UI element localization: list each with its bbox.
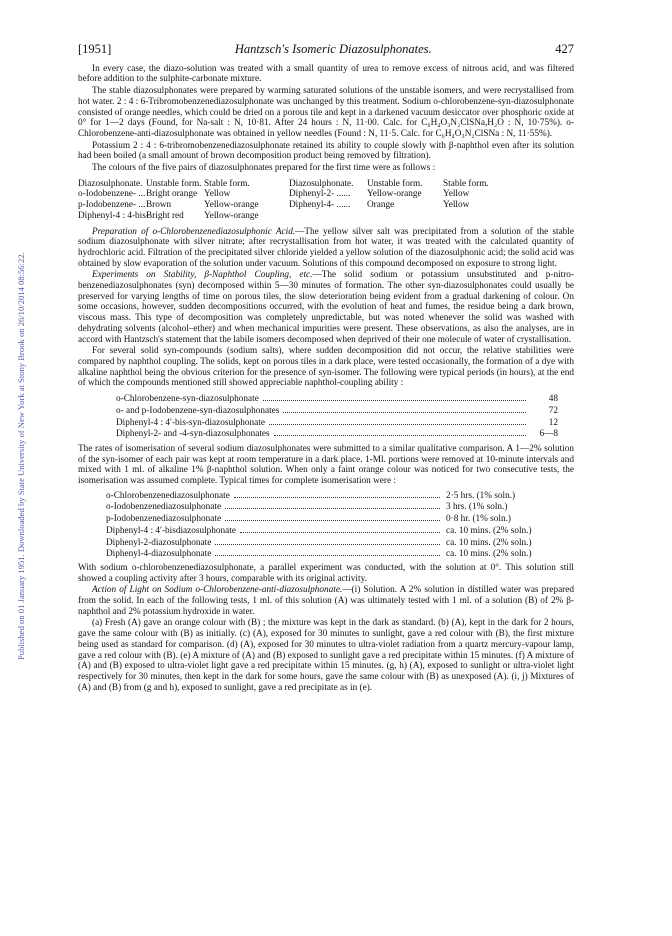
- paragraph: Potassium 2 : 4 : 6-tribromobenzenediazosulphonate retained its ability to couple slowly with β-naphthol even after its solution had been boiled (a small amount of brown decomposition product being removed by filtration).: [78, 140, 574, 162]
- leader-dots: [274, 428, 526, 436]
- table-header-cell: Diazosulphonate.: [289, 178, 354, 189]
- table-header-cell: Diazosulphonate.: [78, 178, 143, 189]
- table-cell: Diphenyl-4- ......: [289, 200, 351, 211]
- list-item: [106, 513, 558, 525]
- paragraph: With sodium o-chlorobenzenediazosulphonate, a parallel experiment was conducted, with the solution at 0°. This solution still showed a coupling activity after 3 hours, comparable with its original activity.: [78, 562, 574, 584]
- table-cell: Diphenyl-2- ......: [289, 189, 351, 200]
- leader-dots: [283, 405, 526, 413]
- value: 0·8 hr. (1% soln.): [446, 514, 511, 525]
- running-title: Hantzsch's Isomeric Diazosulphonates.: [234, 42, 432, 56]
- list-item: [116, 405, 558, 417]
- paragraph: The rates of isomerisation of several sodium diazosulphonates were submitted to a similar qualitative comparison. A 1—2% solution of the syn-isomer of each pair was kept at room temperature in a dark place. 1-Ml. portions were removed at 10-minute intervals and mixed with 1 ml. of alkaline 1% β-naphthol solution. When only a faint orange colour was noticed for two consecutive tests, the isomerisation was assumed complete. Typical times for complete isomerisation were :: [78, 443, 574, 487]
- leader-dots: [240, 525, 440, 533]
- table-cell: Yellow: [443, 189, 470, 200]
- year: [1951]: [78, 42, 112, 56]
- running-header: [78, 44, 574, 55]
- value: 12: [548, 417, 558, 428]
- table-cell: Bright red: [146, 210, 184, 221]
- table-cell: o-Iodobenzene- ...: [78, 189, 146, 200]
- list-item: [116, 393, 558, 405]
- leader-dots: [225, 513, 440, 521]
- table-cell: [289, 211, 367, 222]
- paragraph: Preparation of o-Chlorobenzenediazosulphonic Acid.—The yellow silver salt was precipitated from a solution of the stable sodium diazosulphonate with silver nitrate; after recrystallisation from hot water, it was treated with the calculated quantity of hydrochloric acid. Filtration of the precipitated silver chloride yielded a yellow solution of the diazosulphonic acid; the solid acid was obtained by slow evaporation of the solution under vacuum. Solutions of this compound decomposed on exposure to strong light.: [78, 226, 574, 269]
- table-cell: [367, 211, 443, 222]
- list-item: [106, 525, 558, 537]
- table-cell: Yellow: [204, 189, 231, 200]
- table-header-cell: Stable form.: [443, 178, 489, 189]
- compound-name: o- and p-Iodobenzene-syn-diazosulphonates: [116, 405, 280, 416]
- value: 6—8: [539, 429, 558, 440]
- table-header-cell: Stable form.: [204, 178, 250, 189]
- value: ca. 10 mins. (2% soln.): [446, 537, 532, 548]
- paragraph: The colours of the five pairs of diazosulphonates prepared for the first time were as follows :: [92, 163, 436, 174]
- table-header-cell: Unstable form.: [146, 178, 202, 189]
- section-heading: Action of Light on Sodium o-Chlorobenzene-anti-diazosulphonate.: [92, 585, 343, 596]
- leader-dots: [269, 417, 526, 425]
- download-watermark: Published on 01 January 1951. Downloaded by State University of New York at Stony Brook on 26/10/2014 08:56:22.: [16, 252, 26, 660]
- compound-name: Diphenyl-2-diazosulphonate: [106, 537, 212, 548]
- table-cell: Brown: [146, 200, 172, 211]
- colour-table: [78, 179, 574, 222]
- leader-dots: [234, 490, 440, 498]
- compound-name: o-Chlorobenzenediazosulphonate: [106, 490, 230, 501]
- paragraph: For several solid syn-compounds (sodium salts), where sudden decomposition did not occur, the relative stabilities were compared by naphthol coupling. The solids, kept on porous tiles in a dark place, were tested occasionally, the formation of a dye with alkaline naphthol being the obvious criterion for the presence of syn-isomer. The following were typical periods (in hours), at the end of which the compounds mentioned still showed appreciable naphthol-coupling ability :: [78, 346, 574, 389]
- table-cell: Yellow-orange: [367, 189, 422, 200]
- list-item: [106, 537, 558, 549]
- table-cell: [443, 211, 493, 222]
- paper-page: [78, 44, 574, 693]
- section-heading: Experiments on Stability, β-Naphthol Coupling, etc.: [92, 270, 313, 281]
- page-number: 427: [555, 42, 574, 56]
- leader-dots: [225, 501, 440, 509]
- value: 2·5 hrs. (1% soln.): [446, 490, 516, 501]
- leader-dots: [263, 393, 526, 401]
- list-item: [106, 490, 558, 502]
- value: 48: [548, 394, 558, 405]
- value: 3 hrs. (1% soln.): [446, 502, 508, 513]
- table-cell: p-Iodobenzene- ...: [78, 200, 146, 211]
- paragraph: Experiments on Stability, β-Naphthol Coupling, etc.—The solid sodium or potassium unsubstituted and p-nitro-benzenediazosulphonates (syn) decomposed within 5—30 minutes of formation. The other syn-diazosulphonates could usually be preserved for varying lengths of time on porous tiles, the slow deterioration being evident from a gradual darkening of colour. On some occasions, however, sudden decompositions occurred, with the evolution of heat and fumes, the residue being a dark brown, viscous mass. This type of decomposition was completely unpredictable, but was noted whenever the solid was washed with dehydrating solvents (alcohol–ether) and when mechanical impurities were present. These observations, as also the analyses, are in accord with Hantzsch's statement that the labile isomers decomposed when deprived of their one molecule of water of crystallisation.: [78, 270, 574, 345]
- value: ca. 10 mins. (2% soln.): [446, 525, 532, 536]
- stability-list: [116, 393, 558, 440]
- value: 72: [548, 405, 558, 416]
- compound-name: Diphenyl-4-diazosulphonate: [106, 549, 212, 560]
- compound-name: o-Chlorobenzene-syn-diazosulphonate: [116, 394, 259, 405]
- section-heading: Preparation of o-Chlorobenzenediazosulphonic Acid.: [92, 226, 296, 237]
- table-cell: Yellow-orange: [204, 210, 259, 221]
- isomerisation-list: [106, 490, 558, 560]
- table-cell: Yellow: [443, 200, 470, 211]
- list-item: [106, 501, 558, 513]
- compound-name: p-Iodobenzenediazosulphonate: [106, 514, 222, 525]
- table-cell: Orange: [367, 200, 395, 211]
- table-cell: Diphenyl-4 : 4-bis-: [78, 210, 149, 221]
- compound-name: o-Iodobenzenediazosulphonate: [106, 502, 222, 513]
- paragraph: Action of Light on Sodium o-Chlorobenzene-anti-diazosulphonate.—(i) Solution. A 2% solution in distilled water was prepared from the solid. In each of the following tests, 1 ml. of this solution (A) was ultimately tested with 1 ml. of a solution (B) of 2% β-naphthol and 2% potassium hydroxide in water.: [78, 585, 574, 617]
- list-item: [106, 548, 558, 560]
- table-cell: Bright orange: [146, 189, 198, 200]
- paragraph: In every case, the diazo-solution was treated with a small quantity of urea to remove excess of nitrous acid, and was filtered before addition to the sulphite-carbonate mixture.: [78, 63, 574, 85]
- paragraph: The stable diazosulphonates were prepared by warming saturated solutions of the unstable isomers, and were recrystallised from hot water. 2 : 4 : 6-Tribromobenzenediazosulphonate was unchanged by this treatment. Sodium o-chlorobenzene-syn-diazosulphonate consisted of orange needles, which could be dried on a porous tile and kept in a darkened vacuum desiccator over phosphoric oxide at 0° for 1—2 days (Found, for Na-salt : N, 10·81. After 24 hours : N, 11·00. Calc. for C₆H₄O₃N₂ClSNa,H₂O : N, 10·75%). o-Chlorobenzene-anti-diazosulphonate was obtained in yellow needles (Found : N, 11·5. Calc. for C₆H₄O₃N₂ClSNa : N, 11·55%).: [78, 86, 574, 139]
- leader-dots: [215, 548, 440, 556]
- value: ca. 10 mins. (2% soln.): [446, 549, 532, 560]
- leader-dots: [215, 537, 440, 545]
- table-cell: Yellow-orange: [204, 200, 259, 211]
- compound-name: Diphenyl-2- and -4-syn-diazosulphonates: [116, 429, 270, 440]
- paragraph: (a) Fresh (A) gave an orange colour with (B) ; the mixture was kept in the dark as standard. (b) (A), kept in the dark for 2 hours, gave the same colour with (B) as initially. (c) (A), exposed for 30 minutes to sunlight, gave a red colour with (B), the first mixture being used as standard for comparison. (d) (A), exposed for 30 minutes to ultra-violet radiation from a quartz mercury-vapour lamp, gave a red colour with (B). (e) A mixture of (A) and (B) exposed to sunlight gave a red precipitate within 15 minutes. (f) A mixture of (A) and (B) exposed to ultra-violet light gave a red precipitate within 15 minutes. (g, h) (A), exposed to sunlight or ultra-violet light respectively for 30 minutes, then kept in the dark for some hours, gave the same colour with (B) as unexposed (A). (i, j) Mixtures of (A) and (B) from (g and h), exposed to sunlight, gave a red precipitate as in (e).: [78, 618, 574, 693]
- compound-name: Diphenyl-4 : 4′-bisdiazosulphonate: [106, 525, 236, 536]
- compound-name: Diphenyl-4 : 4′-bis-syn-diazosulphonate: [116, 417, 265, 428]
- list-item: [116, 417, 558, 429]
- table-header-cell: Unstable form.: [367, 178, 423, 189]
- list-item: [116, 428, 558, 440]
